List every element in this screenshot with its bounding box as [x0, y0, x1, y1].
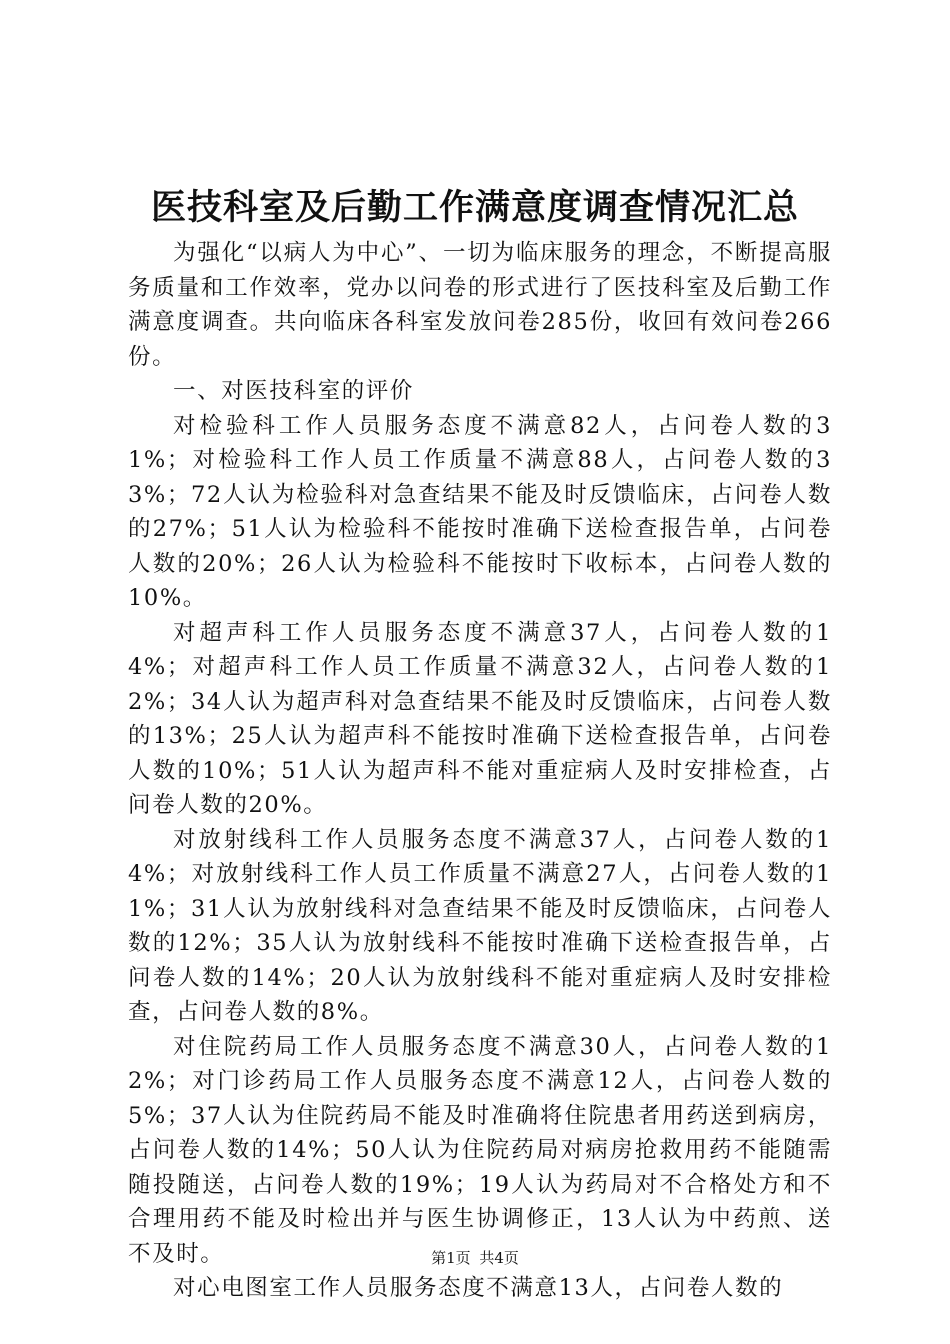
section-heading-medical-tech: 一、对医技科室的评价 — [173, 378, 415, 404]
document-title: 医技科室及后勤工作满意度调查情况汇总 — [150, 187, 799, 228]
paragraph-intro: 为强化“以病人为中心”、一切为临床服务的理念，不断提高服务质量和工作效率，党办以问卷的形式进行了医技科室及后勤工作满意度调查。共向临床各科室发放问卷285份，收回有效问卷266份。 — [128, 240, 832, 370]
page-number: 第1页 — [431, 1249, 471, 1267]
paragraph-pharmacy: 对住院药局工作人员服务态度不满意30人，占问卷人数的12%；对门诊药局工作人员服务态度不满意12人，占问卷人数的5%；37人认为住院药局不能及时准确将住院患者用药送到病房，占问卷人数的14%；50人认为住院药局对病房抢救用药不能随需随投随送，占问卷人数的19%；19人认为药局对不合格处方和不合理用药不能及时检出并与医生协调修正，13人认为中药煎、送不及时。 — [128, 1033, 832, 1267]
paragraph-ecg: 对心电图室工作人员服务态度不满意13人，占问卷人数的 — [173, 1275, 784, 1301]
paragraph-laboratory: 对检验科工作人员服务态度不满意82人，占问卷人数的31%；对检验科工作人员工作质量不满意88人，占问卷人数的33%；72人认为检验科对急查结果不能及时反馈临床，占问卷人数的27%；51人认为检验科不能按时准确下送检查报告单，占问卷人数的20%；26人认为检验科不能按时下收标本，占问卷人数的10%。 — [128, 412, 832, 611]
paragraph-radiology: 对放射线科工作人员服务态度不满意37人，占问卷人数的14%；对放射线科工作人员工作质量不满意27人，占问卷人数的11%；31人认为放射线科对急查结果不能及时反馈临床，占问卷人数的12%；35人认为放射线科不能按时准确下送检查报告单，占问卷人数的14%；20人认为放射线科不能对重症病人及时安排检查，占问卷人数的8%。 — [128, 826, 832, 1025]
document-body — [128, 236, 832, 1306]
paragraph-ultrasound: 对超声科工作人员服务态度不满意37人，占问卷人数的14%；对超声科工作人员工作质量不满意32人，占问卷人数的12%；34人认为超声科对急查结果不能及时反馈临床，占问卷人数的13%；25人认为超声科不能按时准确下送检查报告单，占问卷人数的10%；51人认为超声科不能对重症病人及时安排检查，占问卷人数的20%。 — [128, 619, 832, 818]
page-footer — [0, 1248, 950, 1268]
page-total: 共4页 — [479, 1249, 519, 1267]
